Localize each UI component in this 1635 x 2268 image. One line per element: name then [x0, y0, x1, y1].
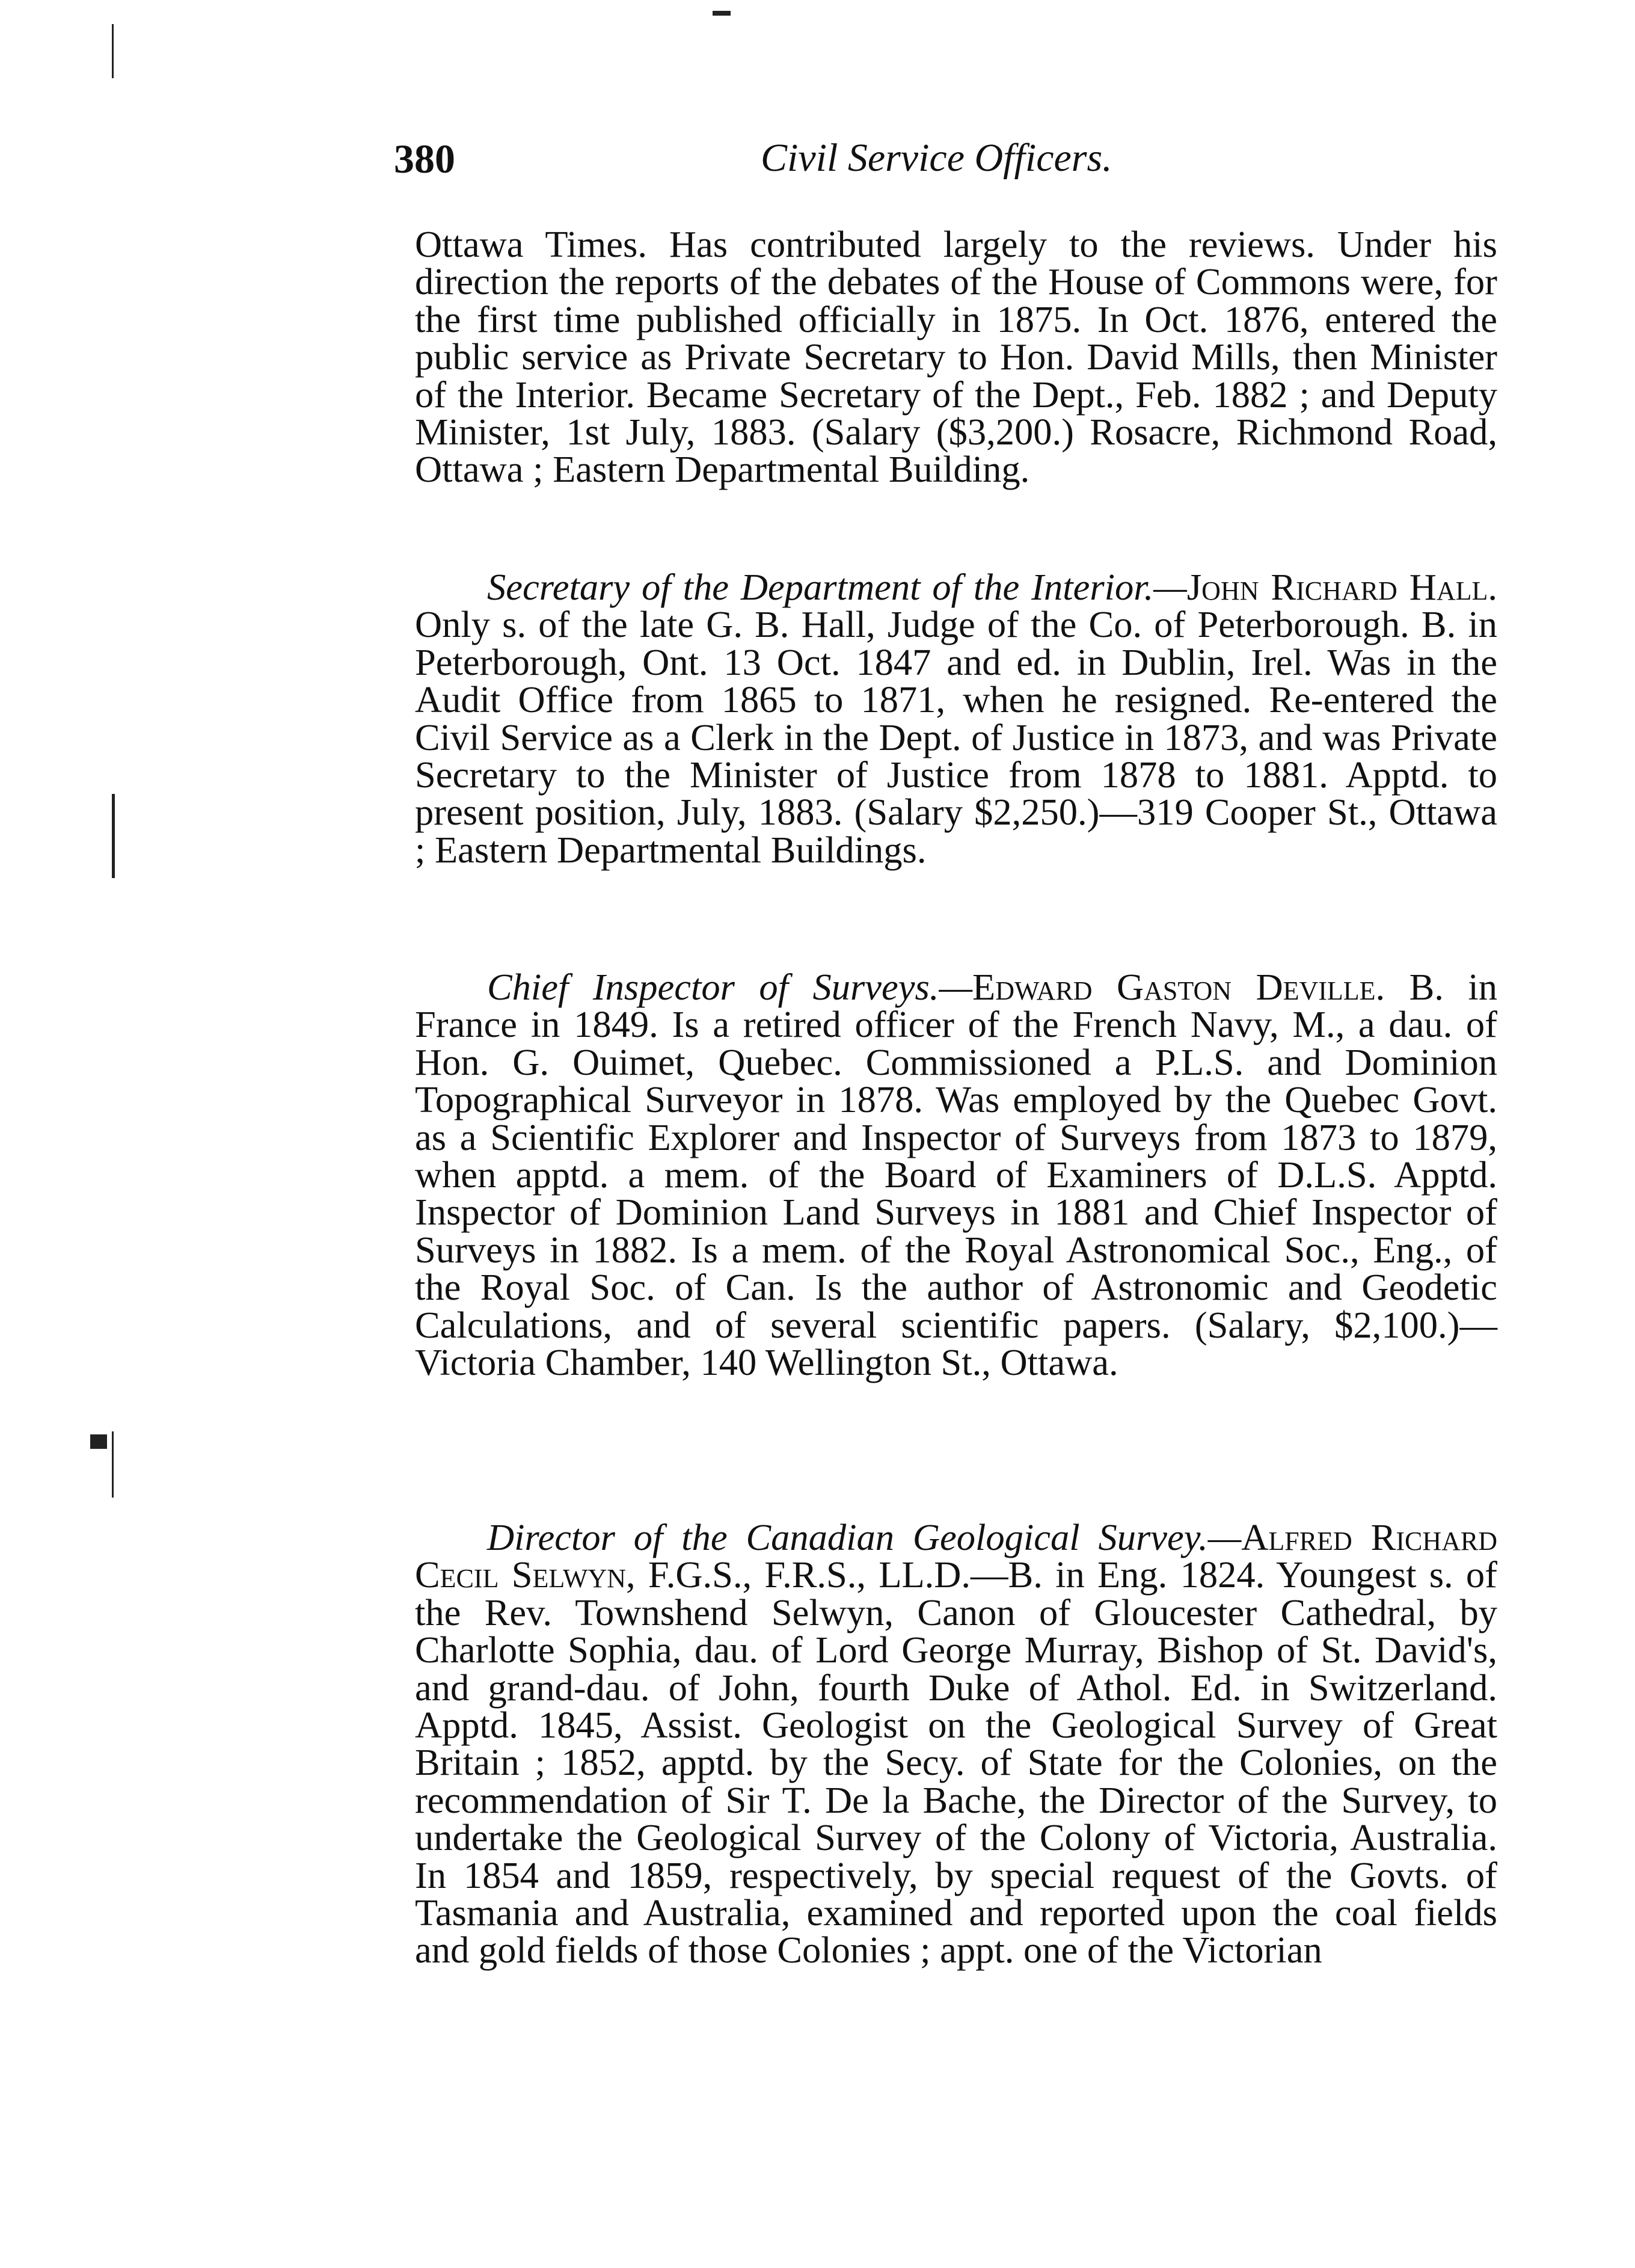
entry-secretary-interior — [415, 566, 1497, 871]
scan-artifact-left-1 — [112, 24, 114, 78]
scan-artifact-left-3 — [90, 1434, 107, 1449]
entry-name: Edward Gaston Deville. — [972, 966, 1385, 1008]
entry-body: B. in France in 1849. Is a retired officer of the French Navy, M., a dau. of Hon. G. Ouimet, Quebec. Commissioned a P.L.S. and Dominion Topographical Surveyor in 1878. Was employed by the Quebec Govt. as a Scientific Explorer and Inspector of Surveys from 1873 to 1879, when apptd. a mem. of the Board of Examiners of D.L.S. Apptd. Inspector of Dominion Land Surveys in 1881 and Chief Inspector of Surveys in 1882. Is a mem. of the Royal Astronomical Soc., Eng., of the Royal Soc. of Can. Is the author of Astronomic and Geodetic Calculations, and of several scientific papers. (Salary, $2,100.)—Victoria Chamber, 140 Wellington St., Ottawa. — [415, 966, 1497, 1384]
entry-paragraph — [415, 1516, 1497, 1971]
entry-body: F.G.S., F.R.S., LL.D.—B. in Eng. 1824. Youngest s. of the Rev. Townshend Selwyn, Canon of Gloucester Cathedral, by Charlotte Sophia, dau. of Lord George Murray, Bishop of St. David's, and grand-dau. of John, fourth Duke of Athol. Ed. in Switzerland. Apptd. 1845, Assist. Geologist on the Geological Survey of Great Britain ; 1852, apptd. by the Secy. of State for the Colonies, on the recommendation of Sir T. De la Bache, the Director of the Survey, to undertake the Geological Survey of the Colony of Victoria, Australia. In 1854 and 1859, respectively, by special request of the Govts. of Tasmania and Australia, examined and reported upon the coal fields and gold fields of those Colonies ; appt. one of the Victorian — [415, 1553, 1497, 1971]
entry-director-geological-survey — [415, 1516, 1497, 1971]
entry-body: Only s. of the late G. B. Hall, Judge of the Co. of Peterborough. B. in Peterborough, Ont. 13 Oct. 1847 and ed. in Dublin, Irel. Was in the Audit Office from 1865 to 1871, when he resigned. Re-entered the Civil Service as a Clerk in the Dept. of Justice in 1873, and was Private Secretary to the Minister of Justice from 1878 to 1881. Apptd. to present position, July, 1883. (Salary $2,250.)—319 Cooper St., Ottawa ; Eastern Departmental Buildings. — [415, 603, 1497, 871]
entry-chief-inspector — [415, 966, 1497, 1384]
entry-title: Director of the Canadian Geological Survey.— — [487, 1516, 1242, 1558]
scan-artifact-left-2 — [112, 794, 115, 878]
entry-title: Secretary of the Department of the Interior.— — [487, 566, 1187, 608]
entry-name: Alfred Richard Cecil Selwyn, — [415, 1516, 1497, 1596]
running-head: Civil Service Officers. — [761, 136, 1112, 180]
paragraph-text: Ottawa Times. Has contributed largely to the reviews. Under his direction the reports of the debates of the House of Commons were, for the first time published officially in 1875. In Oct. 1876, entered the public service as Private Secretary to Hon. David Mills, then Minister of the Interior. Became Secretary of the Dept., Feb. 1882 ; and Deputy Minister, 1st July, 1883. (Salary ($3,200.) Rosacre, Richmond Road, Ottawa ; Eastern Departmental Building. — [415, 223, 1497, 491]
entry-title: Chief Inspector of Surveys.— — [487, 966, 973, 1008]
entry-paragraph — [415, 566, 1497, 871]
continuation-paragraph — [415, 223, 1497, 491]
scan-artifact-top — [713, 11, 731, 16]
entry-paragraph — [415, 966, 1497, 1384]
page-number: 380 — [394, 136, 455, 182]
scan-artifact-left-4 — [112, 1431, 114, 1498]
page-header — [394, 135, 1536, 189]
entry-name: John Richard Hall. — [1186, 566, 1497, 608]
